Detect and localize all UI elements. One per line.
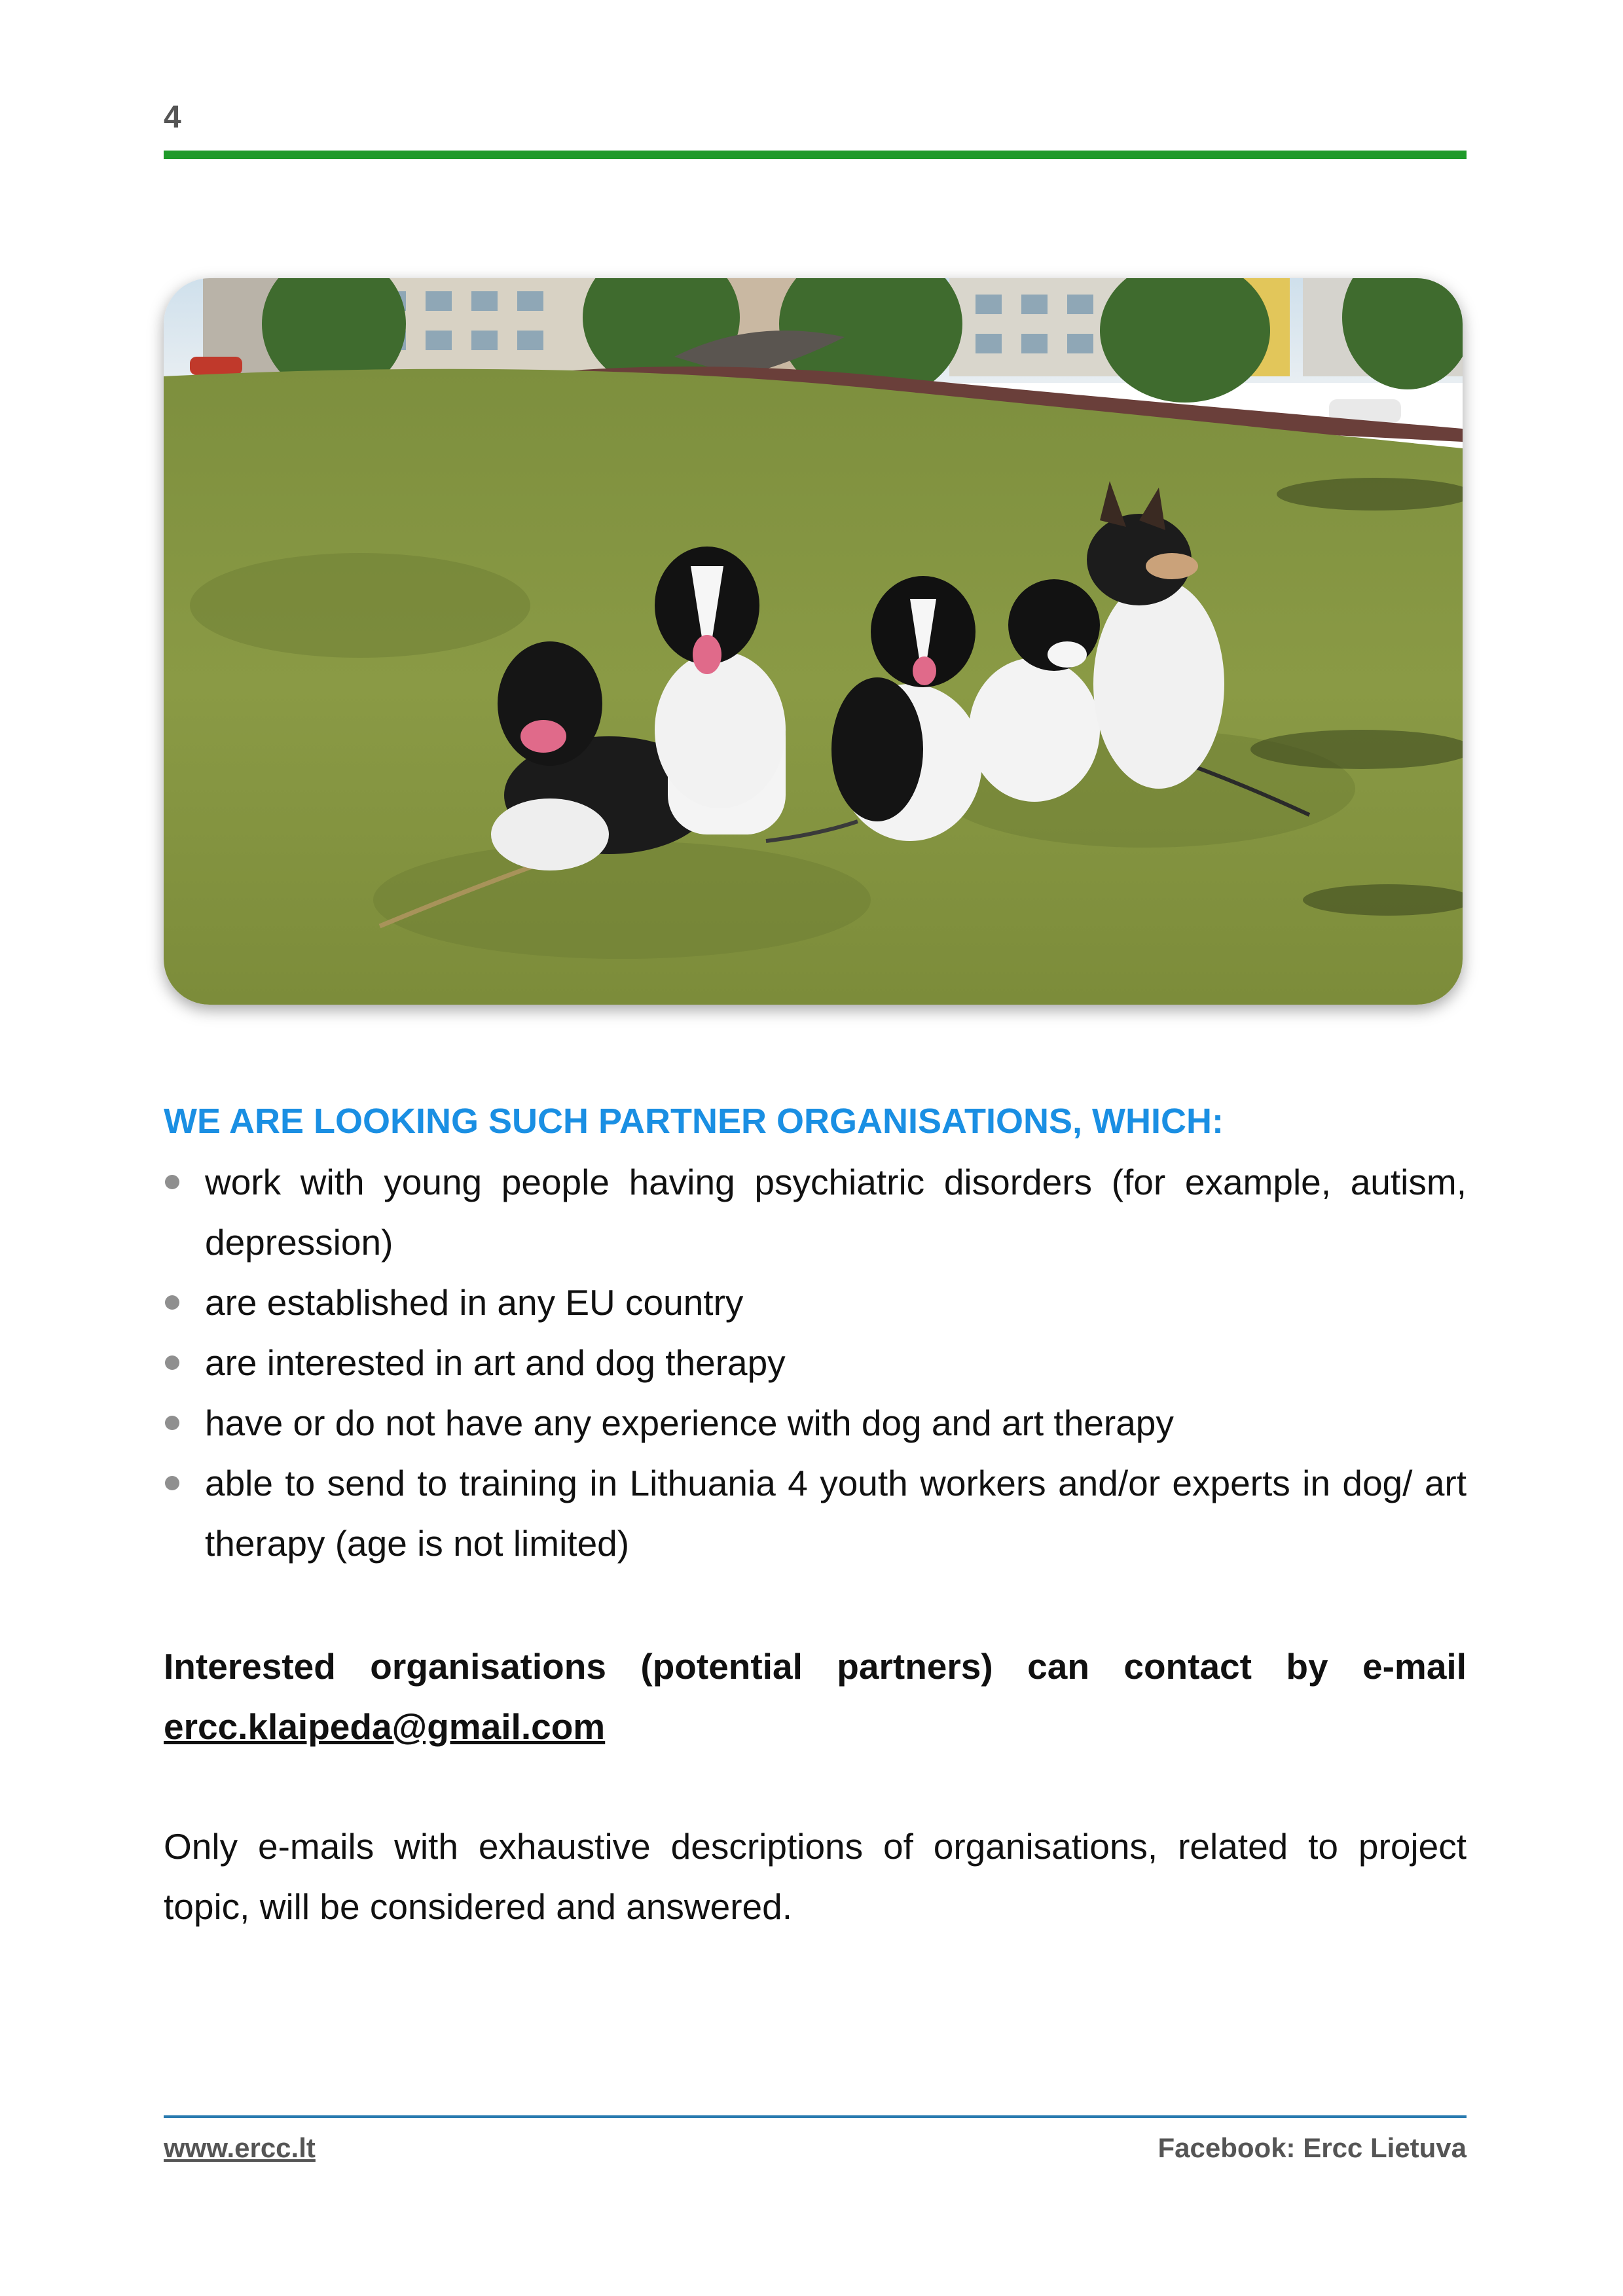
partner-requirements-heading: WE ARE LOOKING SUCH PARTNER ORGANISATIONS, WHICH: — [164, 1102, 1224, 1141]
list-item — [164, 1393, 1467, 1453]
contact-email-link[interactable]: ercc.klaipeda@gmail.com — [164, 1706, 606, 1747]
list-item-text: are established in any EU country — [205, 1282, 744, 1323]
header-rule — [164, 151, 1467, 159]
bullet-icon — [165, 1355, 179, 1370]
website-link[interactable]: www.ercc.lt — [164, 2132, 316, 2163]
list-item-text: are interested in art and dog therapy — [205, 1342, 786, 1383]
note-paragraph: Only e-mails with exhaustive descriptions of organisations, related to project topic, will be considered and answered. — [164, 1826, 1467, 1927]
list-item-text: work with young people having psychiatric disorders (for example, autism, depression) — [205, 1162, 1467, 1263]
bullet-icon — [165, 1476, 179, 1490]
bullet-icon — [165, 1295, 179, 1310]
list-item — [164, 1152, 1467, 1272]
bullet-icon — [165, 1175, 179, 1189]
page-number: 4 — [164, 100, 181, 135]
list-item — [164, 1333, 1467, 1393]
requirements-list — [164, 1152, 1467, 1573]
facebook-label: Facebook: Ercc Lietuva — [1158, 2132, 1467, 2163]
list-item — [164, 1272, 1467, 1333]
list-item-text: have or do not have any experience with dog and art therapy — [205, 1403, 1174, 1443]
dog-group-photo-illustration — [164, 278, 1463, 1005]
footer-rule — [164, 2115, 1467, 2118]
bullet-icon — [165, 1416, 179, 1430]
dog-group-photo — [164, 278, 1463, 1005]
contact-text: Interested organisations (potential partners) can contact by e-mail — [164, 1646, 1467, 1687]
list-item-text: able to send to training in Lithuania 4 youth workers and/or experts in dog/ art therapy (age is not limited) — [205, 1463, 1467, 1564]
list-item — [164, 1453, 1467, 1573]
